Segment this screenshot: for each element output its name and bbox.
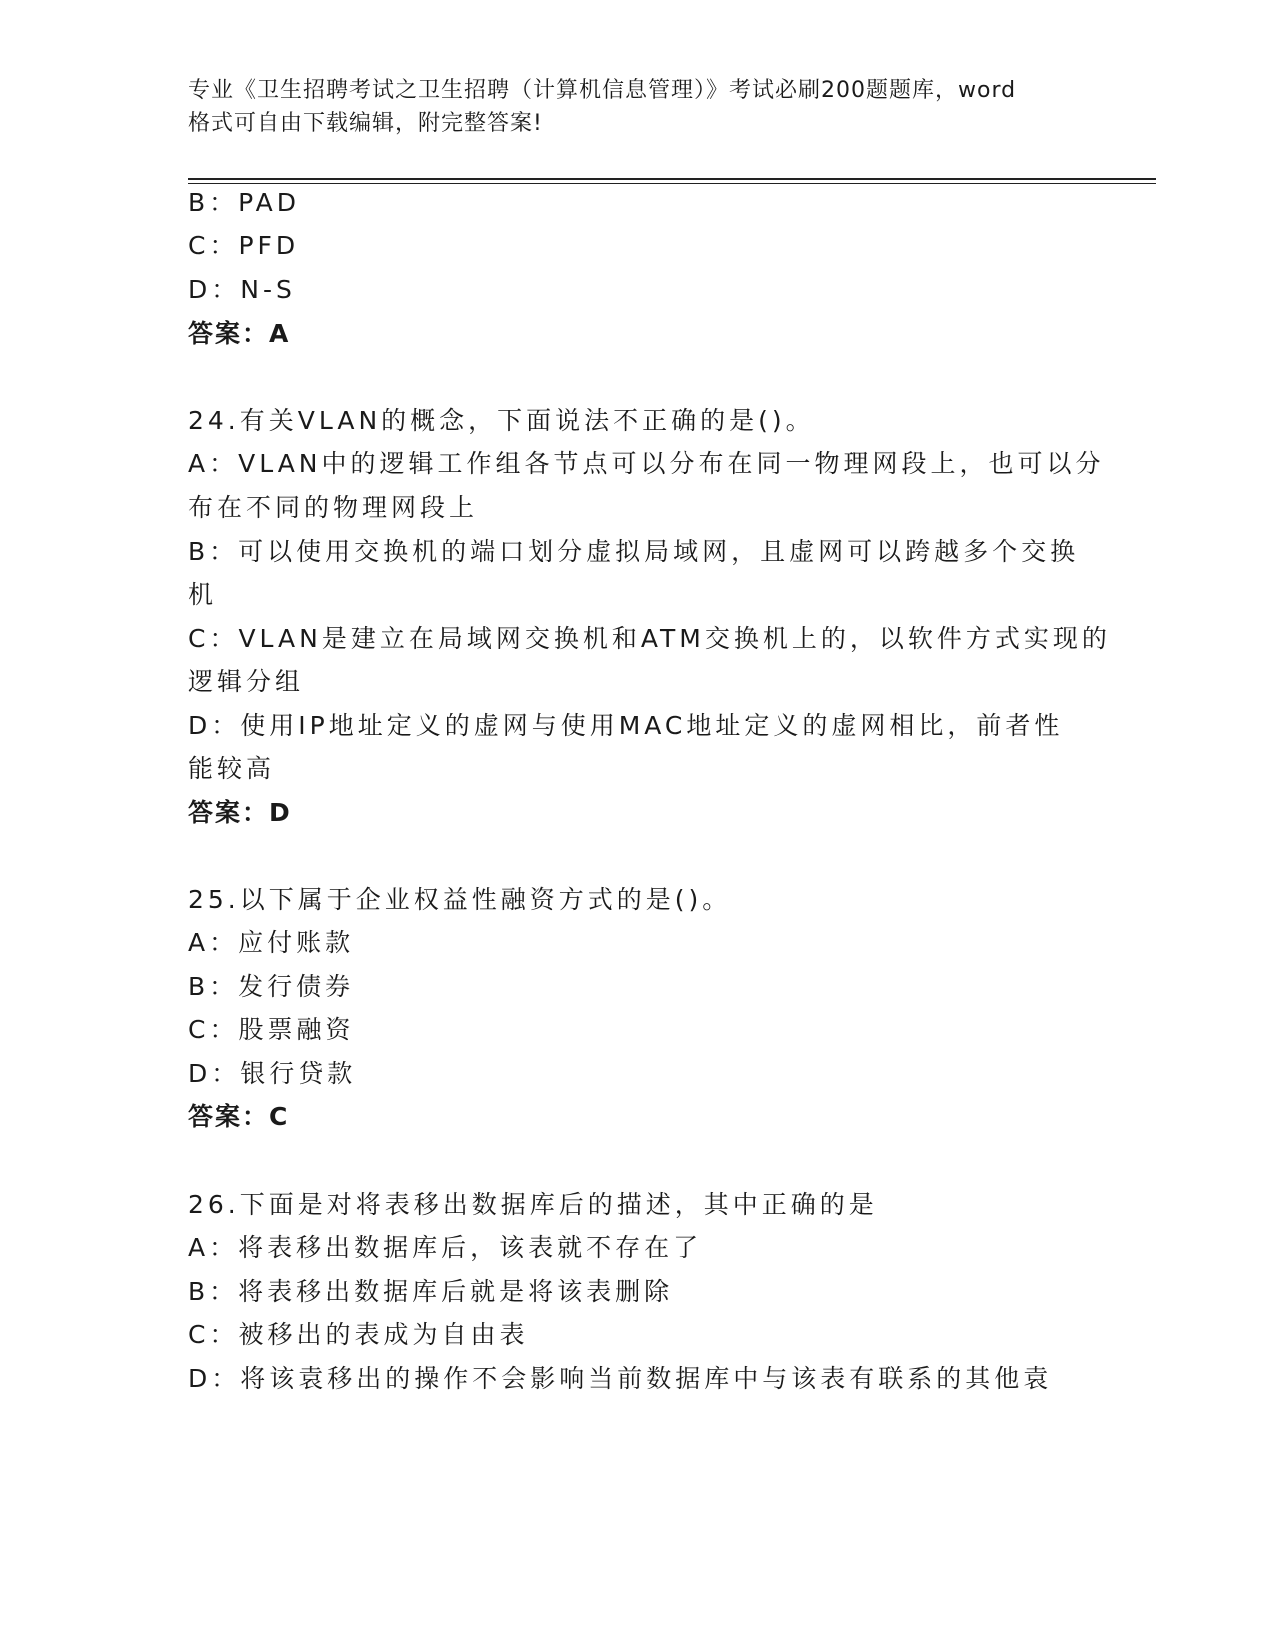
- q24-option-a-line1: A：VLAN中的逻辑工作组各节点可以分布在同一物理网段上，也可以分: [188, 449, 1105, 478]
- q23-option-c: C：PFD: [188, 231, 300, 260]
- q24-option-b-line2: 机: [188, 580, 218, 609]
- q23-option-d: D：N-S: [188, 275, 296, 304]
- header-line-2: 格式可自由下载编辑，附完整答案!: [188, 111, 543, 136]
- q24-option-c-line1: C：VLAN是建立在局域网交换机和ATM交换机上的，以软件方式实现的: [188, 624, 1111, 653]
- q26-option-d: D：将该袁移出的操作不会影响当前数据库中与该表有联系的其他袁: [188, 1364, 1053, 1393]
- q24-option-b-line1: B：可以使用交换机的端口划分虚拟局域网，且虚网可以跨越多个交换: [188, 537, 1080, 566]
- q26-option-b: B：将表移出数据库后就是将该表删除: [188, 1277, 674, 1306]
- q24-option-d-line2: 能较高: [188, 754, 276, 783]
- q26-option-c: C：被移出的表成为自由表: [188, 1320, 529, 1349]
- q25-option-b: B：发行债券: [188, 972, 355, 1001]
- q25-option-c: C：股票融资: [188, 1015, 355, 1044]
- q26-stem: 26.下面是对将表移出数据库后的描述，其中正确的是: [188, 1190, 878, 1219]
- document-header: [188, 74, 1088, 140]
- header-line-1: 专业《卫生招聘考试之卫生招聘（计算机信息管理）》考试必刷200题题库，word: [188, 78, 1017, 103]
- q24-option-a-line2: 布在不同的物理网段上: [188, 493, 479, 522]
- q25-option-d: D：银行贷款: [188, 1059, 357, 1088]
- q26-option-a: A：将表移出数据库后，该表就不存在了: [188, 1233, 703, 1262]
- header-rule-thin: [188, 183, 1156, 184]
- q24-stem: 24.有关VLAN的概念，下面说法不正确的是()。: [188, 406, 815, 435]
- q25-answer: 答案：C: [188, 1102, 290, 1131]
- q23-option-b: B：PAD: [188, 188, 300, 217]
- q25-option-a: A：应付账款: [188, 928, 355, 957]
- q23-answer: 答案：A: [188, 319, 291, 348]
- q24-option-d-line1: D：使用IP地址定义的虚网与使用MAC地址定义的虚网相比，前者性: [188, 711, 1064, 740]
- q25-stem: 25.以下属于企业权益性融资方式的是()。: [188, 885, 732, 914]
- q24-option-c-line2: 逻辑分组: [188, 667, 305, 696]
- header-rule-thick: [188, 178, 1156, 180]
- q24-answer: 答案：D: [188, 798, 292, 827]
